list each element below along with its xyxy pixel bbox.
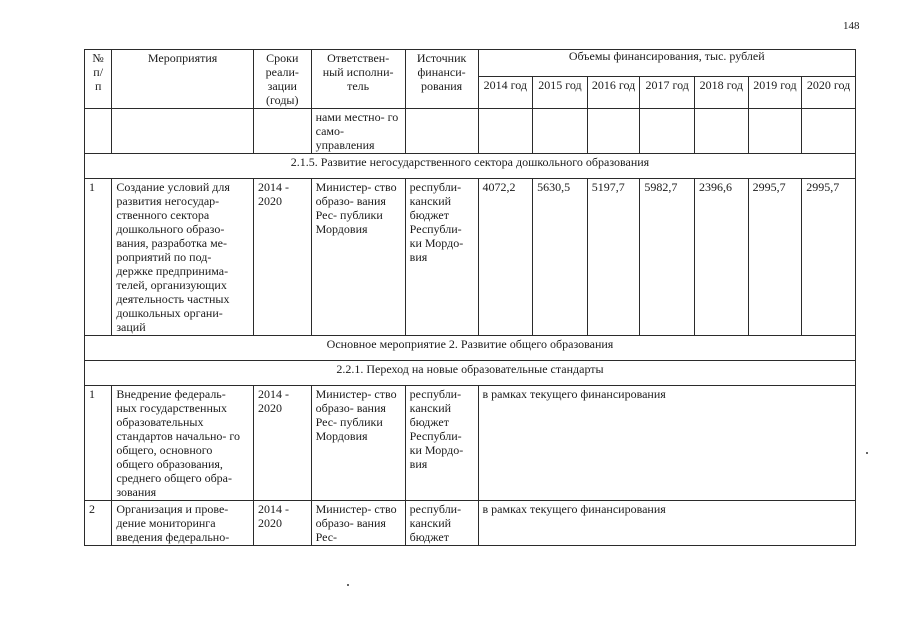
header-year: 2014 год xyxy=(478,76,533,108)
row-event: Организация и прове- дение мониторинга введения федерально- xyxy=(112,501,254,546)
continuation-row xyxy=(85,109,856,154)
row-source: республи- канский бюджет xyxy=(405,501,478,546)
page-number: 148 xyxy=(843,20,860,32)
row-event: Создание условий для развития негосудар- ственного сектора дошкольного образо- вания, разработка ме- роприятий по под- держке предпринима- телей, организующих деятельность частных дошкольных органи- заций xyxy=(112,179,254,336)
cell-empty xyxy=(478,109,533,154)
row-terms: 2014 - 2020 xyxy=(253,501,311,546)
cell-empty xyxy=(405,109,478,154)
table-row xyxy=(85,501,856,546)
header-event: Мероприятия xyxy=(112,50,254,109)
row-value-2014: 4072,2 xyxy=(478,179,533,336)
financing-table xyxy=(84,49,856,546)
section-heading-main-2: Основное мероприятие 2. Развитие общего образования xyxy=(85,336,856,361)
scan-speck xyxy=(866,452,868,454)
row-value-2017: 5982,7 xyxy=(640,179,695,336)
row-funding-text: в рамках текущего финансирования xyxy=(478,501,856,546)
row-funding-text: в рамках текущего финансирования xyxy=(478,386,856,501)
cell-empty xyxy=(587,109,640,154)
header-source: Источник финанси- рования xyxy=(405,50,478,109)
header-year: 2018 год xyxy=(694,76,748,108)
header-funding-group: Объемы финансирования, тыс. рублей xyxy=(478,50,856,77)
cell-empty xyxy=(85,109,112,154)
cell-empty xyxy=(748,109,802,154)
header-year: 2017 год xyxy=(640,76,695,108)
row-source: республи- канский бюджет Республи- ки Мордо- вия xyxy=(405,386,478,501)
scan-speck xyxy=(347,584,349,586)
row-value-2018: 2396,6 xyxy=(694,179,748,336)
header-year: 2015 год xyxy=(533,76,588,108)
section-row xyxy=(85,361,856,386)
table-row xyxy=(85,179,856,336)
row-executor: Министер- ство образо- вания Рес- xyxy=(311,501,405,546)
continuation-executor: нами местно- го само- управления xyxy=(311,109,405,154)
row-value-2020: 2995,7 xyxy=(802,179,856,336)
cell-empty xyxy=(112,109,254,154)
row-value-2015: 5630,5 xyxy=(533,179,588,336)
section-row xyxy=(85,336,856,361)
header-year: 2016 год xyxy=(587,76,640,108)
row-number: 2 xyxy=(85,501,112,546)
row-event: Внедрение федераль- ных государственных образовательных стандартов начально- го общего, основного общего образования, среднего общего обра- зования xyxy=(112,386,254,501)
section-heading-2-2-1: 2.2.1. Переход на новые образовательные стандарты xyxy=(85,361,856,386)
section-row xyxy=(85,154,856,179)
cell-empty xyxy=(694,109,748,154)
cell-empty xyxy=(533,109,588,154)
row-number: 1 xyxy=(85,386,112,501)
header-terms: Сроки реали- зации (годы) xyxy=(253,50,311,109)
header-num: № п/ п xyxy=(85,50,112,109)
row-number: 1 xyxy=(85,179,112,336)
cell-empty xyxy=(253,109,311,154)
row-terms: 2014 - 2020 xyxy=(253,386,311,501)
row-source: республи- канский бюджет Республи- ки Мордо- вия xyxy=(405,179,478,336)
table-row xyxy=(85,386,856,501)
row-value-2019: 2995,7 xyxy=(748,179,802,336)
cell-empty xyxy=(802,109,856,154)
row-executor: Министер- ство образо- вания Рес- публики Мордовия xyxy=(311,179,405,336)
header-row xyxy=(85,50,856,77)
header-year: 2019 год xyxy=(748,76,802,108)
header-year: 2020 год xyxy=(802,76,856,108)
section-heading-2-1-5: 2.1.5. Развитие негосударственного сектора дошкольного образования xyxy=(85,154,856,179)
cell-empty xyxy=(640,109,695,154)
row-executor: Министер- ство образо- вания Рес- публики Мордовия xyxy=(311,386,405,501)
row-terms: 2014 - 2020 xyxy=(253,179,311,336)
header-executor: Ответствен- ный исполни- тель xyxy=(311,50,405,109)
row-value-2016: 5197,7 xyxy=(587,179,640,336)
